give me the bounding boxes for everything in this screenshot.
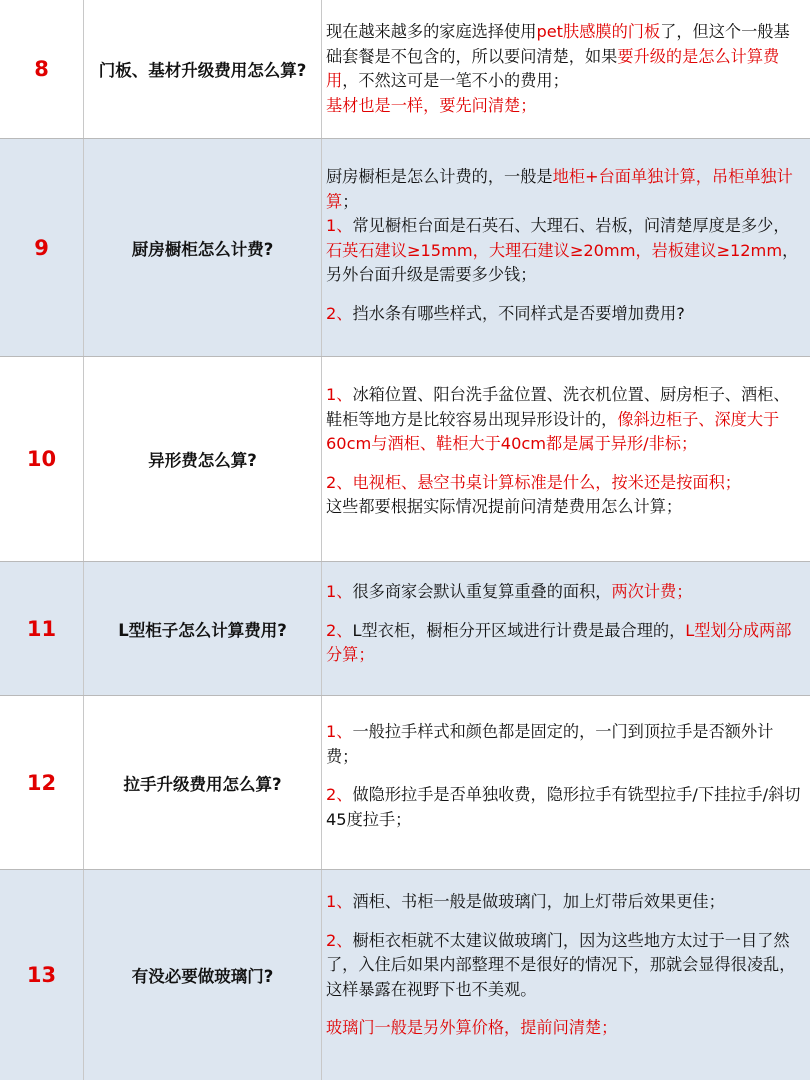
row-question: 拉手升级费用怎么算? (123, 774, 282, 794)
column-divider (321, 696, 322, 869)
row-answer (326, 165, 804, 326)
answer-paragraph (326, 165, 804, 214)
answer-highlight: 2、 (326, 620, 353, 640)
answer-text: ，不然这可是一笔不小的费用； (342, 71, 569, 90)
answer-text: 了，但这个一般基础套餐是不包含的，所以要问清楚，如果 (326, 22, 790, 66)
answer-text: 挡水条有哪些样式，不同样式是否要增加费用? (352, 303, 685, 323)
answer-text: 厨房橱柜是怎么计费的，一般是 (326, 167, 553, 186)
answer-highlight: L型划分成两部分算； (326, 620, 792, 664)
row-number: 8 (34, 57, 49, 81)
answer-highlight: 2、 (326, 930, 353, 950)
table-row (0, 562, 810, 696)
row-question: 门板、基材升级费用怎么算? (98, 61, 307, 80)
answer-text: ； (342, 191, 359, 211)
answer-text: 做隐形拉手是否单独收费，隐形拉手有铣型拉手/下挂拉手/斜切45度拉手； (326, 785, 801, 829)
answer-highlight: 石英石建议≥15mm，大理石建议≥20mm，岩板建议≥12mm (326, 240, 783, 260)
answer-highlight: 要升级的是怎么计算费用 (326, 46, 780, 90)
table-row (0, 357, 810, 562)
answer-text: L型衣柜，橱柜分开区域进行计费是最合理的， (352, 620, 686, 640)
table-row (0, 0, 810, 139)
row-question: 厨房橱柜怎么计费? (131, 239, 274, 259)
row-answer (326, 20, 804, 118)
answer-paragraph (326, 619, 804, 668)
answer-text: ，另外台面升级是需要多少钱； (326, 240, 799, 284)
answer-highlight: 1、 (326, 722, 353, 741)
answer-paragraph (326, 302, 804, 327)
answer-highlight: 像斜边柜子、深度大于60cm与酒柜、鞋柜大于40cm都是属于异形/非标； (326, 409, 780, 453)
answer-highlight: 1、 (326, 385, 353, 404)
row-number: 10 (26, 447, 57, 471)
answer-paragraph (326, 580, 804, 605)
answer-text: 橱柜衣柜就不太建议做玻璃门，因为这些地方太过于一目了然了，入住后如果内部整理不是很好的情况下，那就会显得很凌乱，这样暴露在视野下也不美观。 (326, 930, 796, 999)
column-divider (321, 0, 322, 138)
answer-highlight: 地柜+台面单独计算，吊柜单独计算 (326, 167, 793, 211)
row-question: L型柜子怎么计算费用? (118, 620, 287, 640)
answer-highlight: 2、 (326, 303, 353, 323)
row-answer (326, 890, 804, 1041)
row-question: 异形费怎么算? (148, 451, 257, 470)
answer-paragraph (326, 214, 804, 288)
answer-text: 酒柜、书柜一般是做玻璃门，加上灯带后效果更佳； (352, 892, 725, 911)
answer-paragraph: 这些都要根据实际情况提前问清楚费用怎么计算； (326, 497, 683, 516)
row-answer (326, 720, 804, 832)
column-divider (321, 357, 322, 561)
column-divider (321, 562, 322, 695)
answer-highlight: 两次计费； (611, 582, 693, 601)
answer-text: 冰箱位置、阳台洗手盆位置、洗衣机位置、厨房柜子、酒柜、鞋柜等地方是比较容易出现异形设计的， (326, 385, 790, 429)
column-divider (321, 139, 322, 356)
answer-highlight: 1、 (326, 216, 353, 235)
row-question: 有没必要做玻璃门? (131, 967, 274, 986)
answer-highlight: 玻璃门一般是另外算价格，提前问清楚； (326, 1018, 618, 1037)
answer-highlight: 2、电视柜、悬空书桌计算标准是什么，按米还是按面积； (326, 472, 741, 492)
answer-text: 一般拉手样式和颜色都是固定的，一门到顶拉手是否额外计费； (326, 722, 774, 766)
answer-highlight: 2、 (326, 785, 353, 804)
table-row (0, 870, 810, 1080)
row-answer (326, 580, 804, 668)
answer-text: 现在越来越多的家庭选择使用 (326, 22, 537, 41)
row-number: 9 (34, 235, 49, 260)
row-number: 11 (26, 616, 57, 641)
answer-paragraph (326, 890, 804, 915)
answer-text: 常见橱柜台面是石英石、大理石、岩板，问清楚厚度是多少， (352, 216, 790, 235)
answer-text: 很多商家会默认重复算重叠的面积， (352, 582, 612, 601)
answer-paragraph (326, 383, 804, 457)
row-number: 13 (26, 963, 57, 987)
table-row (0, 139, 810, 357)
answer-paragraph (326, 20, 804, 94)
answer-paragraph (326, 783, 804, 832)
answer-highlight: 基材也是一样，要先问清楚； (326, 95, 537, 115)
column-divider (321, 870, 322, 1080)
table-row (0, 696, 810, 870)
answer-highlight: 1、 (326, 892, 353, 911)
answer-paragraph (326, 929, 804, 1003)
answer-highlight: 1、 (326, 582, 353, 601)
answer-highlight: pet肤感膜的门板 (536, 22, 661, 41)
row-answer (326, 383, 804, 520)
row-number: 12 (26, 770, 57, 795)
answer-paragraph (326, 720, 804, 769)
